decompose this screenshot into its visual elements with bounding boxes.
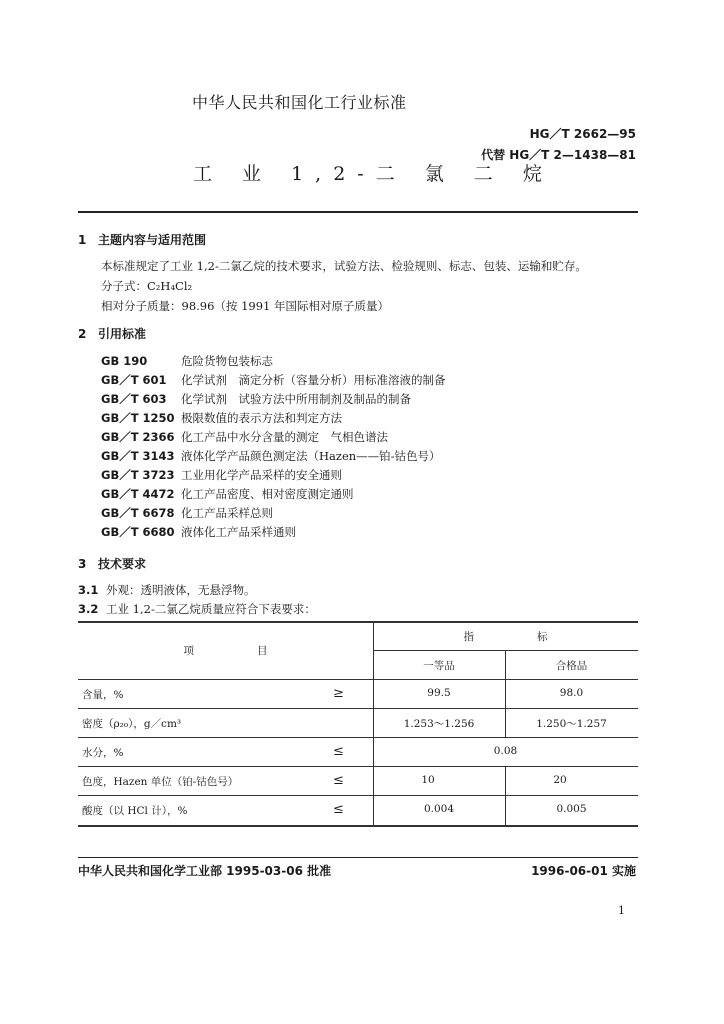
table-rule [78,825,638,827]
reference-item [101,410,342,426]
section-number: 3 [78,557,87,571]
table-row-item: 色度，Hazen 单位（铂-钴色号） [82,776,239,788]
table-row-item: 酸度（以 HCl 计），% [82,805,188,817]
reference-name: 危险货物包装标志 [181,354,273,368]
reference-code: GB／T 1250 [101,411,175,425]
reference-name: 液体化学产品颜色测定法（Hazen——铂-钴色号） [181,449,441,463]
table-row-value-grade2: 98.0 [559,687,584,699]
table-header-item: 项 目 [183,645,268,657]
section-title: 主题内容与适用范围 [98,233,207,247]
reference-code: GB／T 3723 [101,468,175,482]
table-row-value-grade2: 0.005 [556,803,587,815]
table-row-operator: ≤ [333,744,344,759]
scope-text: 本标准规定了工业 1,2-二氯乙烷的技术要求，试验方法、检验规则、标志、包装、运输和贮存。 [101,259,587,273]
table-row-value-grade2: 1.250～1.257 [536,718,607,730]
table-rule [78,621,638,623]
reference-item [101,391,411,407]
reference-code: GB／T 2366 [101,430,175,444]
clause-3-2 [78,601,316,617]
table-header-grade2: 合格品 [555,660,588,672]
table-row-operator: ≤ [333,773,344,788]
header-divider [78,211,638,213]
table-header-grade1: 一等品 [423,660,455,672]
molecular-formula: 分子式：C₂H₄Cl₂ [101,279,193,293]
table-rule [78,766,638,767]
effective-date: 1996-06-01 实施 [531,864,636,878]
reference-code: GB 190 [101,354,148,368]
reference-name: 化工产品采样总则 [181,506,273,520]
reference-name: 化工产品中水分含量的测定 气相色谱法 [181,430,388,444]
reference-code: GB／T 601 [101,373,167,387]
reference-name: 化学试剂 滴定分析（容量分析）用标准溶液的制备 [181,373,446,387]
table-header-index: 指 标 [463,631,548,643]
clause-text: 工业 1,2-二氯乙烷质量应符合下表要求： [106,602,316,616]
reference-item [101,486,354,502]
table-rule [78,679,638,680]
table-row-value-grade1: 10 [421,774,435,786]
reference-item [101,353,273,369]
table-row-item: 密度（ρ₂₀），g／cm³ [82,718,182,730]
table-row-operator: ≤ [333,802,344,817]
section-2-heading [78,325,146,342]
reference-code: GB／T 4472 [101,487,175,501]
molecular-mass: 相对分子质量：98.96（按 1991 年国际相对原子质量） [101,299,389,313]
table-row-value-grade1: 0.004 [423,803,455,815]
table-row-value-merged: 0.08 [493,745,518,757]
section-number: 1 [78,233,87,247]
section-title: 引用标准 [98,327,147,341]
table-rule [78,737,638,738]
standard-code: HG／T 2662—95 [529,127,636,141]
clause-number: 3.2 [78,602,99,616]
replaced-standard: 代替 HG／T 2—1438—81 [481,148,636,162]
table-row-value-grade1: 1.253～1.256 [403,718,475,730]
section-number: 2 [78,327,87,341]
reference-item [101,467,342,483]
table-row-item: 水分，% [82,747,124,759]
reference-item [101,429,388,445]
section-title: 技术要求 [98,557,147,571]
table-rule [78,795,638,796]
table-row-value-grade1: 99.5 [427,687,451,699]
reference-item [101,505,273,521]
reference-code: GB／T 6678 [101,506,175,520]
table-row-value-grade2: 20 [553,774,567,786]
table-row-item: 含量，% [82,689,124,701]
reference-name: 化学试剂 试验方法中所用制剂及制品的制备 [181,392,411,406]
section-3-heading [78,555,146,572]
reference-name: 化工产品密度、相对密度测定通则 [181,487,354,501]
footer-divider [78,857,638,858]
clause-text: 外观：透明液体，无悬浮物。 [106,583,256,597]
section-1-heading [78,231,206,248]
table-row-operator: ≥ [333,686,344,701]
reference-name: 极限数值的表示方法和判定方法 [181,411,342,425]
clause-3-1 [78,582,256,598]
page-number: 1 [618,904,625,917]
standard-type: 中华人民共和国化工行业标准 [192,93,407,112]
reference-code: GB／T 6680 [101,525,175,539]
reference-code: GB／T 603 [101,392,167,406]
document-title: 工 业 1,2-二 氯 二 烷 [193,163,554,185]
reference-name: 工业用化学产品采样的安全通则 [181,468,342,482]
table-rule [78,708,638,709]
reference-code: GB／T 3143 [101,449,175,463]
approval-text: 中华人民共和国化学工业部 1995-03-06 批准 [78,864,332,878]
reference-item [101,372,446,388]
reference-item [101,448,441,464]
reference-item [101,524,296,540]
reference-name: 液体化工产品采样通则 [181,525,296,539]
clause-number: 3.1 [78,583,99,597]
